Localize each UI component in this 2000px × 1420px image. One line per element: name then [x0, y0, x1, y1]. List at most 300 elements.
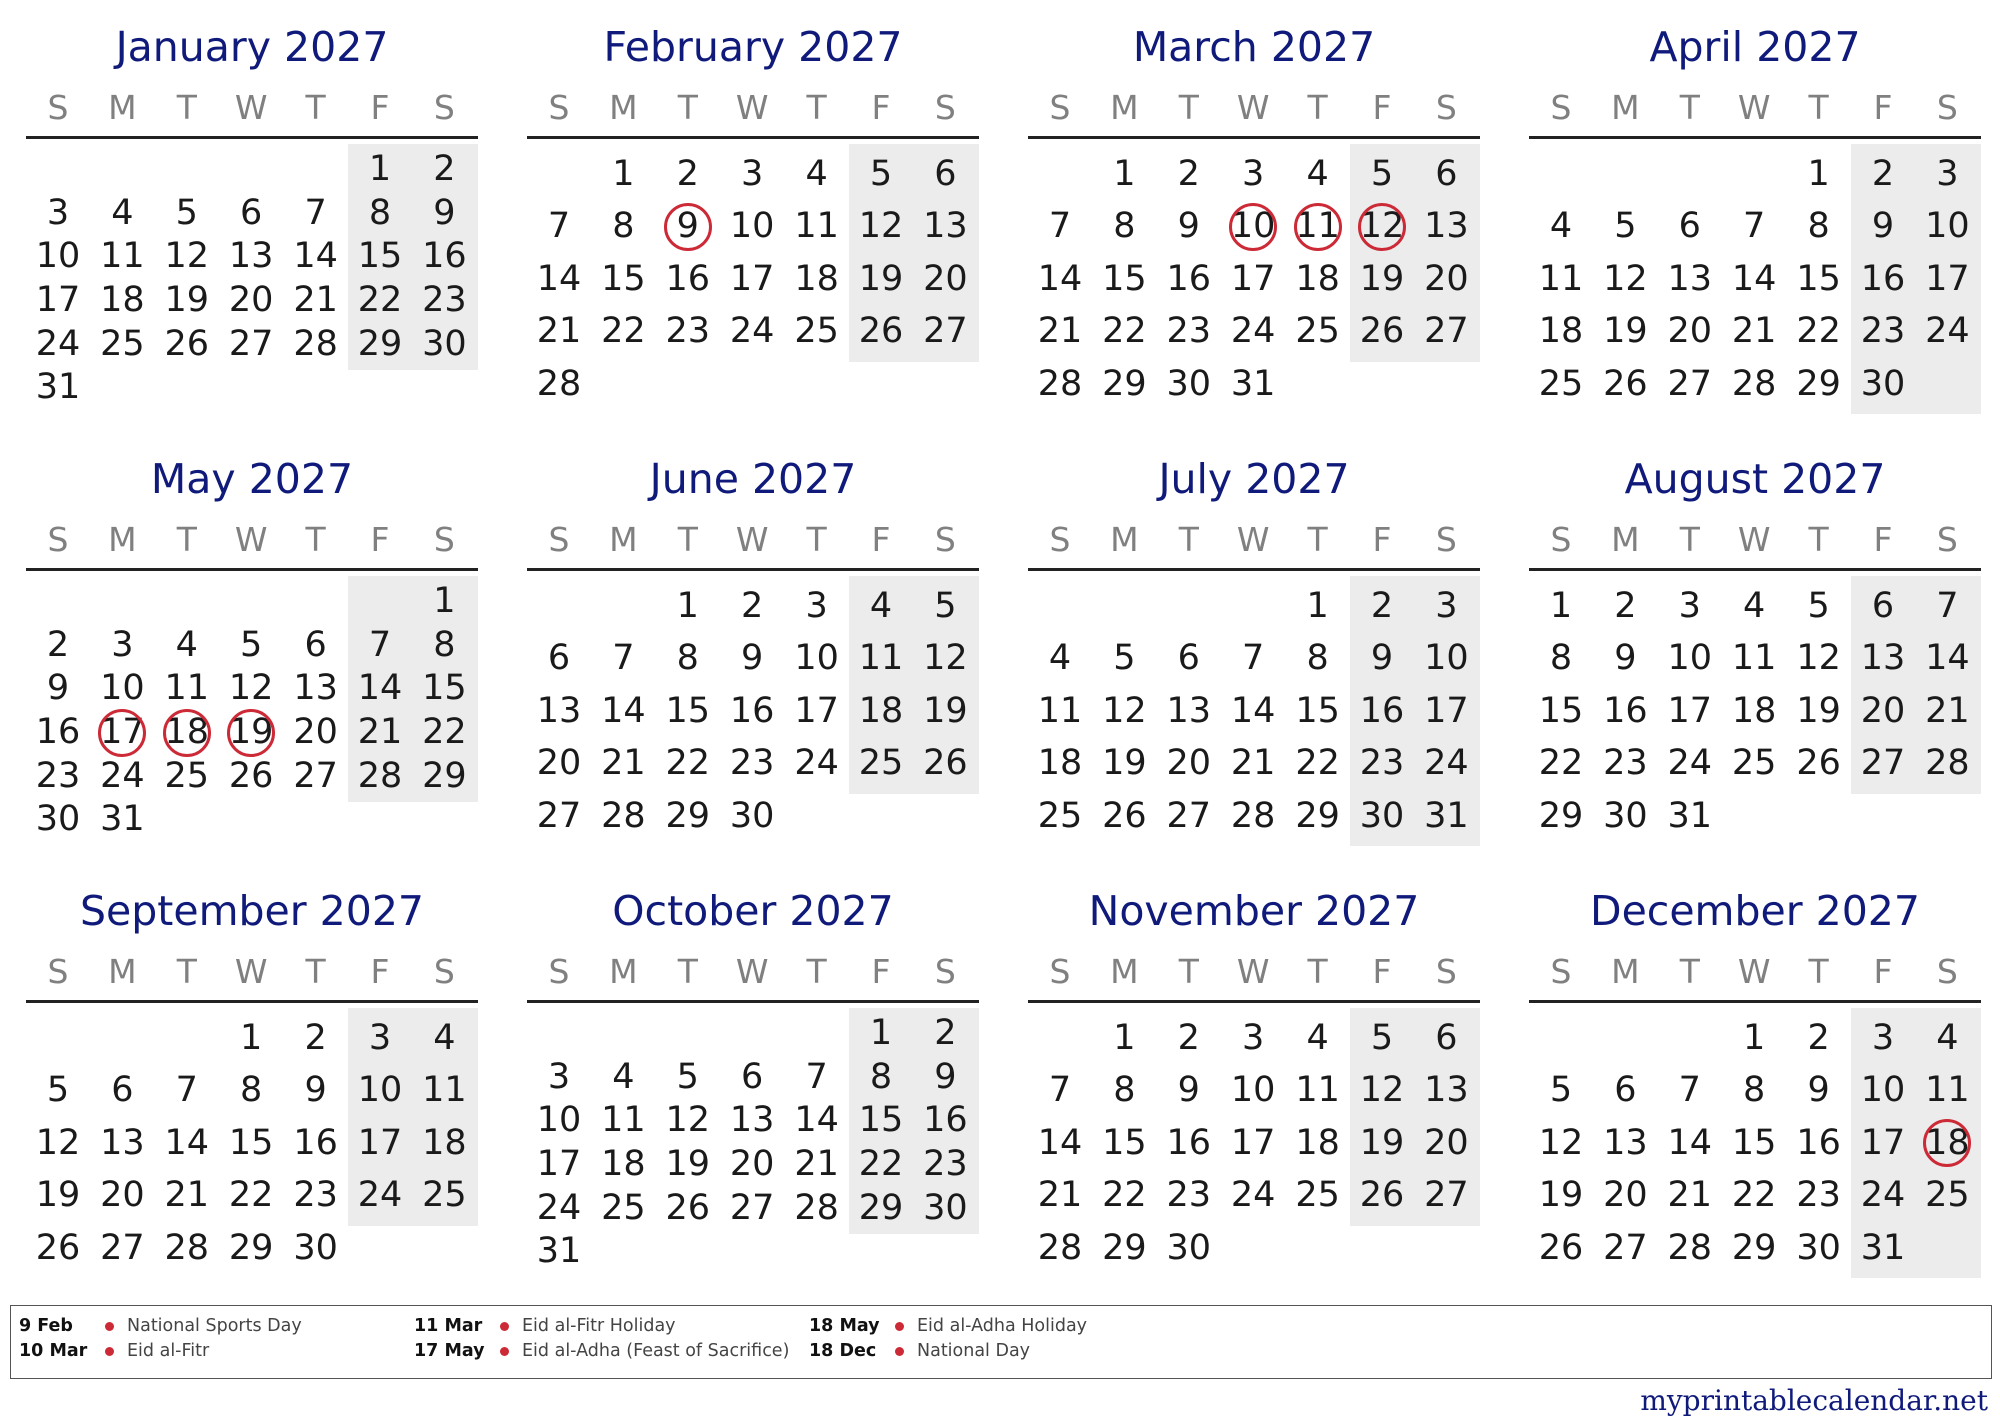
day-cell[interactable]: 15	[601, 258, 646, 299]
day-cell[interactable]: 28	[1037, 1227, 1083, 1268]
day-cell[interactable]: 14	[794, 1100, 839, 1141]
day-cell[interactable]: 23	[665, 311, 711, 352]
day-cell[interactable]: 31	[35, 367, 81, 408]
day-cell[interactable]: 10	[536, 1100, 582, 1141]
day-cell[interactable]: 26	[1603, 363, 1648, 404]
day-cell[interactable]: 12	[665, 1100, 711, 1141]
day-cell[interactable]: 2	[433, 149, 456, 189]
day-cell[interactable]: 11	[164, 668, 210, 709]
day-cell[interactable]: 12	[858, 206, 904, 247]
day-cell[interactable]: 5	[934, 586, 957, 626]
day-cell[interactable]: 25	[1538, 363, 1584, 404]
day-cell[interactable]: 23	[293, 1175, 338, 1216]
day-cell[interactable]: 24	[794, 743, 839, 784]
day-cell[interactable]: 26	[923, 743, 968, 784]
day-cell[interactable]: 10	[729, 206, 775, 247]
day-cell[interactable]: 19	[1102, 743, 1147, 784]
day-cell[interactable]: 20	[1860, 690, 1906, 731]
day-cell[interactable]: 27	[228, 323, 274, 364]
day-cell[interactable]: 15	[1731, 1122, 1777, 1163]
day-cell[interactable]: 5	[1614, 206, 1637, 247]
day-cell[interactable]: 6	[934, 154, 957, 194]
day-cell[interactable]: 1	[240, 1018, 263, 1058]
day-cell[interactable]: 9	[741, 638, 764, 679]
day-cell[interactable]: 18	[1037, 743, 1083, 784]
day-cell[interactable]: 3	[1871, 1018, 1895, 1058]
day-cell[interactable]: 22	[665, 743, 711, 784]
day-cell[interactable]: 28	[1037, 363, 1083, 404]
day-cell[interactable]: 9	[1871, 206, 1895, 247]
day-cell[interactable]: 7	[368, 624, 392, 665]
day-cell[interactable]: 24	[35, 323, 81, 364]
day-cell[interactable]: 1	[433, 581, 456, 621]
day-cell[interactable]: 1	[1807, 154, 1830, 194]
day-cell[interactable]: 30	[1796, 1227, 1841, 1268]
day-cell[interactable]: 13	[1424, 1070, 1469, 1111]
day-cell[interactable]: 19	[665, 1144, 711, 1184]
day-cell[interactable]: 13	[923, 206, 968, 247]
day-cell[interactable]: 11	[1538, 258, 1584, 299]
day-cell[interactable]: 16	[923, 1100, 968, 1141]
day-cell[interactable]: 2	[1370, 586, 1394, 626]
day-cell[interactable]: 24	[357, 1175, 403, 1216]
day-cell[interactable]: 19	[1603, 311, 1648, 352]
day-cell[interactable]: 15	[1538, 690, 1584, 731]
day-cell[interactable]: 11	[858, 638, 904, 679]
day-cell[interactable]: 17	[729, 258, 775, 299]
day-cell[interactable]: 16	[729, 690, 775, 731]
day-cell[interactable]: 6	[1435, 154, 1458, 194]
day-cell[interactable]: 26	[665, 1187, 711, 1228]
day-cell[interactable]: 11	[1731, 638, 1777, 679]
day-cell[interactable]: 7	[1678, 1070, 1701, 1111]
day-cell[interactable]: 5	[1370, 1018, 1394, 1058]
day-cell[interactable]: 17	[35, 280, 81, 320]
day-cell[interactable]: 14	[536, 258, 582, 299]
day-cell[interactable]: 2	[46, 624, 70, 665]
day-cell[interactable]: 14	[1230, 690, 1276, 731]
day-cell[interactable]: 28	[293, 323, 338, 364]
day-cell[interactable]: 19	[1359, 258, 1405, 299]
day-cell[interactable]: 31	[1860, 1227, 1906, 1268]
day-cell[interactable]: 29	[1295, 795, 1340, 836]
day-cell[interactable]: 20	[729, 1144, 775, 1184]
day-cell[interactable]: 21	[794, 1144, 839, 1184]
day-cell[interactable]: 11	[1037, 690, 1083, 731]
day-cell[interactable]: 4	[175, 624, 198, 665]
day-cell[interactable]: 19	[923, 690, 968, 731]
day-cell[interactable]: 25	[1295, 311, 1340, 352]
day-cell[interactable]: 17	[1860, 1122, 1906, 1163]
day-cell[interactable]: 15	[228, 1122, 274, 1163]
day-cell[interactable]: 23	[1166, 311, 1212, 352]
day-cell[interactable]: 16	[422, 236, 467, 277]
day-cell[interactable]: 27	[100, 1227, 145, 1268]
day-cell[interactable]: 22	[858, 1144, 904, 1184]
day-cell[interactable]: 14	[357, 668, 403, 709]
day-cell[interactable]: 30	[422, 323, 467, 364]
day-cell[interactable]: 28	[601, 795, 646, 836]
day-cell[interactable]: 9	[304, 1070, 327, 1111]
day-cell[interactable]: 19	[858, 258, 904, 299]
day-cell[interactable]: 24	[1230, 311, 1276, 352]
day-cell[interactable]: 29	[422, 755, 467, 796]
day-cell[interactable]: 29	[665, 795, 711, 836]
day-cell[interactable]: 2	[934, 1013, 957, 1053]
day-cell[interactable]: 7	[1048, 1070, 1072, 1111]
day-cell[interactable]: 7	[547, 206, 571, 247]
day-cell[interactable]: 20	[1166, 743, 1212, 784]
day-cell[interactable]: 25	[858, 743, 904, 784]
day-cell[interactable]: 4	[869, 586, 893, 626]
day-cell[interactable]: 26	[1796, 743, 1841, 784]
day-cell[interactable]: 8	[676, 638, 699, 679]
day-cell[interactable]: 12	[1603, 258, 1648, 299]
day-cell[interactable]: 31	[1424, 795, 1469, 836]
day-cell[interactable]: 16	[665, 258, 711, 299]
day-cell[interactable]: 17	[1667, 690, 1713, 731]
day-cell[interactable]: 22	[1102, 311, 1147, 352]
day-cell[interactable]: 25	[794, 311, 839, 352]
day-cell[interactable]: 30	[293, 1227, 338, 1268]
day-cell[interactable]: 10	[100, 668, 145, 709]
day-cell[interactable]: 21	[536, 311, 582, 352]
day-cell[interactable]: 20	[228, 280, 274, 320]
day-cell[interactable]: 22	[357, 280, 403, 320]
day-cell[interactable]: 30	[729, 795, 775, 836]
day-cell[interactable]: 28	[1667, 1227, 1713, 1268]
day-cell[interactable]: 29	[1102, 1227, 1147, 1268]
day-cell[interactable]: 18	[1295, 258, 1340, 299]
day-cell[interactable]: 23	[1860, 311, 1906, 352]
day-cell[interactable]: 19	[228, 712, 274, 752]
day-cell[interactable]: 4	[1306, 1018, 1329, 1058]
day-cell[interactable]: 13	[100, 1122, 145, 1163]
day-cell[interactable]: 24	[729, 311, 775, 352]
day-cell[interactable]: 7	[1743, 206, 1766, 247]
day-cell[interactable]: 20	[1424, 1122, 1469, 1163]
day-cell[interactable]: 10	[1667, 638, 1713, 679]
day-cell[interactable]: 16	[35, 712, 81, 752]
day-cell[interactable]: 15	[1102, 258, 1147, 299]
day-cell[interactable]: 1	[1306, 586, 1329, 626]
day-cell[interactable]: 5	[175, 192, 198, 233]
day-cell[interactable]: 3	[1242, 1018, 1265, 1058]
day-cell[interactable]: 7	[612, 638, 635, 679]
day-cell[interactable]: 28	[536, 363, 582, 404]
day-cell[interactable]: 23	[1166, 1175, 1212, 1216]
day-cell[interactable]: 19	[1359, 1122, 1405, 1163]
day-cell[interactable]: 8	[1113, 1070, 1136, 1111]
day-cell[interactable]: 18	[858, 690, 904, 731]
day-cell[interactable]: 9	[1177, 206, 1200, 247]
day-cell[interactable]: 4	[433, 1018, 456, 1058]
day-cell[interactable]: 29	[1538, 795, 1584, 836]
day-cell[interactable]: 22	[1295, 743, 1340, 784]
day-cell[interactable]: 9	[46, 668, 70, 709]
day-cell[interactable]: 27	[1424, 311, 1469, 352]
day-cell[interactable]: 25	[164, 755, 210, 796]
day-cell[interactable]: 26	[228, 755, 274, 796]
day-cell[interactable]: 23	[35, 755, 81, 796]
day-cell[interactable]: 22	[601, 311, 646, 352]
day-cell[interactable]: 5	[1549, 1070, 1573, 1111]
day-cell[interactable]: 5	[869, 154, 893, 194]
day-cell[interactable]: 30	[1860, 363, 1906, 404]
day-cell[interactable]: 7	[805, 1056, 828, 1097]
day-cell[interactable]: 22	[1796, 311, 1841, 352]
day-cell[interactable]: 6	[1177, 638, 1200, 679]
day-cell[interactable]: 30	[1359, 795, 1405, 836]
day-cell[interactable]: 17	[536, 1144, 582, 1184]
day-cell[interactable]: 5	[240, 624, 263, 665]
day-cell[interactable]: 17	[1424, 690, 1469, 731]
day-cell[interactable]: 26	[35, 1227, 81, 1268]
day-cell[interactable]: 24	[1925, 311, 1970, 352]
day-cell[interactable]: 15	[422, 668, 467, 709]
day-cell[interactable]: 15	[1796, 258, 1841, 299]
day-cell[interactable]: 3	[1242, 154, 1265, 194]
day-cell[interactable]: 7	[175, 1070, 198, 1111]
day-cell[interactable]: 6	[1435, 1018, 1458, 1058]
day-cell[interactable]: 8	[1306, 638, 1329, 679]
day-cell[interactable]: 26	[1102, 795, 1147, 836]
day-cell[interactable]: 4	[1936, 1018, 1959, 1058]
day-cell[interactable]: 5	[46, 1070, 70, 1111]
day-cell[interactable]: 13	[1860, 638, 1906, 679]
day-cell[interactable]: 27	[1603, 1227, 1648, 1268]
day-cell[interactable]: 20	[100, 1175, 145, 1216]
day-cell[interactable]: 27	[1860, 743, 1906, 784]
day-cell[interactable]: 11	[1295, 1070, 1340, 1111]
day-cell[interactable]: 6	[1614, 1070, 1637, 1111]
day-cell[interactable]: 23	[1359, 743, 1405, 784]
day-cell[interactable]: 25	[100, 323, 145, 364]
day-cell[interactable]: 10	[1925, 206, 1970, 247]
day-cell[interactable]: 28	[1925, 743, 1970, 784]
day-cell[interactable]: 2	[676, 154, 699, 194]
day-cell[interactable]: 20	[923, 258, 968, 299]
day-cell[interactable]: 3	[547, 1056, 571, 1097]
day-cell[interactable]: 17	[100, 712, 145, 752]
day-cell[interactable]: 14	[601, 690, 646, 731]
day-cell[interactable]: 3	[1936, 154, 1959, 194]
day-cell[interactable]: 4	[1306, 154, 1329, 194]
day-cell[interactable]: 26	[858, 311, 904, 352]
day-cell[interactable]: 9	[433, 192, 456, 233]
day-cell[interactable]: 3	[741, 154, 764, 194]
day-cell[interactable]: 12	[1796, 638, 1841, 679]
day-cell[interactable]: 24	[1860, 1175, 1906, 1216]
day-cell[interactable]: 22	[1538, 743, 1584, 784]
day-cell[interactable]: 24	[1667, 743, 1713, 784]
day-cell[interactable]: 1	[368, 149, 392, 189]
day-cell[interactable]: 1	[1113, 154, 1136, 194]
day-cell[interactable]: 29	[1102, 363, 1147, 404]
day-cell[interactable]: 8	[1807, 206, 1830, 247]
day-cell[interactable]: 10	[35, 236, 81, 277]
day-cell[interactable]: 8	[240, 1070, 263, 1111]
day-cell[interactable]: 15	[357, 236, 403, 277]
day-cell[interactable]: 22	[1102, 1175, 1147, 1216]
day-cell[interactable]: 16	[1166, 1122, 1212, 1163]
day-cell[interactable]: 2	[304, 1018, 327, 1058]
day-cell[interactable]: 8	[1743, 1070, 1766, 1111]
day-cell[interactable]: 25	[1925, 1175, 1970, 1216]
day-cell[interactable]: 3	[805, 586, 828, 626]
day-cell[interactable]: 28	[164, 1227, 210, 1268]
day-cell[interactable]: 8	[368, 192, 392, 233]
day-cell[interactable]: 11	[1295, 206, 1340, 247]
day-cell[interactable]: 1	[1549, 586, 1573, 626]
day-cell[interactable]: 17	[794, 690, 839, 731]
day-cell[interactable]: 9	[1370, 638, 1394, 679]
day-cell[interactable]: 1	[869, 1013, 893, 1053]
day-cell[interactable]: 21	[1667, 1175, 1713, 1216]
day-cell[interactable]: 15	[665, 690, 711, 731]
day-cell[interactable]: 9	[676, 206, 699, 247]
day-cell[interactable]: 10	[1860, 1070, 1906, 1111]
day-cell[interactable]: 20	[1603, 1175, 1648, 1216]
day-cell[interactable]: 18	[1295, 1122, 1340, 1163]
day-cell[interactable]: 21	[357, 712, 403, 752]
day-cell[interactable]: 27	[536, 795, 582, 836]
day-cell[interactable]: 11	[601, 1100, 646, 1141]
day-cell[interactable]: 22	[228, 1175, 274, 1216]
day-cell[interactable]: 31	[1230, 363, 1276, 404]
day-cell[interactable]: 3	[1678, 586, 1701, 626]
day-cell[interactable]: 27	[729, 1187, 775, 1228]
day-cell[interactable]: 12	[1102, 690, 1147, 731]
day-cell[interactable]: 13	[1424, 206, 1469, 247]
day-cell[interactable]: 21	[1230, 743, 1276, 784]
day-cell[interactable]: 12	[1359, 1070, 1405, 1111]
day-cell[interactable]: 7	[1242, 638, 1265, 679]
day-cell[interactable]: 2	[1177, 154, 1200, 194]
day-cell[interactable]: 2	[741, 586, 764, 626]
day-cell[interactable]: 5	[1807, 586, 1830, 626]
day-cell[interactable]: 14	[293, 236, 338, 277]
day-cell[interactable]: 18	[100, 280, 145, 320]
day-cell[interactable]: 19	[164, 280, 210, 320]
day-cell[interactable]: 16	[1603, 690, 1648, 731]
day-cell[interactable]: 14	[1667, 1122, 1713, 1163]
day-cell[interactable]: 2	[1614, 586, 1637, 626]
day-cell[interactable]: 13	[1603, 1122, 1648, 1163]
day-cell[interactable]: 18	[794, 258, 839, 299]
day-cell[interactable]: 2	[1807, 1018, 1830, 1058]
day-cell[interactable]: 31	[536, 1231, 582, 1272]
day-cell[interactable]: 12	[923, 638, 968, 679]
day-cell[interactable]: 19	[1538, 1175, 1584, 1216]
day-cell[interactable]: 14	[1037, 258, 1083, 299]
day-cell[interactable]: 9	[1614, 638, 1637, 679]
day-cell[interactable]: 4	[612, 1056, 635, 1097]
day-cell[interactable]: 3	[46, 192, 70, 233]
day-cell[interactable]: 18	[601, 1144, 646, 1184]
day-cell[interactable]: 13	[729, 1100, 775, 1141]
day-cell[interactable]: 25	[1731, 743, 1777, 784]
day-cell[interactable]: 29	[1796, 363, 1841, 404]
day-cell[interactable]: 1	[612, 154, 635, 194]
day-cell[interactable]: 26	[164, 323, 210, 364]
day-cell[interactable]: 13	[228, 236, 274, 277]
day-cell[interactable]: 12	[164, 236, 210, 277]
day-cell[interactable]: 10	[1230, 206, 1276, 247]
day-cell[interactable]: 1	[676, 586, 699, 626]
day-cell[interactable]: 4	[1549, 206, 1573, 247]
day-cell[interactable]: 26	[1359, 1175, 1405, 1216]
day-cell[interactable]: 21	[1037, 1175, 1083, 1216]
day-cell[interactable]: 16	[1359, 690, 1405, 731]
day-cell[interactable]: 3	[111, 624, 134, 665]
day-cell[interactable]: 15	[1295, 690, 1340, 731]
day-cell[interactable]: 12	[1538, 1122, 1584, 1163]
day-cell[interactable]: 28	[1230, 795, 1276, 836]
day-cell[interactable]: 9	[1177, 1070, 1200, 1111]
day-cell[interactable]: 4	[111, 192, 134, 233]
day-cell[interactable]: 13	[293, 668, 338, 709]
day-cell[interactable]: 14	[1731, 258, 1777, 299]
day-cell[interactable]: 20	[1424, 258, 1469, 299]
day-cell[interactable]: 5	[1113, 638, 1136, 679]
day-cell[interactable]: 30	[35, 799, 81, 840]
day-cell[interactable]: 16	[293, 1122, 338, 1163]
day-cell[interactable]: 18	[1731, 690, 1777, 731]
day-cell[interactable]: 25	[1295, 1175, 1340, 1216]
day-cell[interactable]: 15	[1102, 1122, 1147, 1163]
day-cell[interactable]: 24	[536, 1187, 582, 1228]
day-cell[interactable]: 18	[1925, 1122, 1970, 1163]
day-cell[interactable]: 16	[1166, 258, 1212, 299]
day-cell[interactable]: 6	[741, 1056, 764, 1097]
day-cell[interactable]: 8	[433, 624, 456, 665]
day-cell[interactable]: 23	[923, 1144, 968, 1184]
day-cell[interactable]: 19	[1796, 690, 1841, 731]
day-cell[interactable]: 22	[1731, 1175, 1777, 1216]
day-cell[interactable]: 15	[858, 1100, 904, 1141]
day-cell[interactable]: 21	[1037, 311, 1083, 352]
day-cell[interactable]: 10	[1424, 638, 1469, 679]
day-cell[interactable]: 8	[1113, 206, 1136, 247]
day-cell[interactable]: 31	[1667, 795, 1713, 836]
day-cell[interactable]: 6	[1678, 206, 1701, 247]
day-cell[interactable]: 10	[357, 1070, 403, 1111]
day-cell[interactable]: 6	[1871, 586, 1895, 626]
day-cell[interactable]: 12	[1359, 206, 1405, 247]
day-cell[interactable]: 24	[100, 755, 145, 796]
day-cell[interactable]: 6	[240, 192, 263, 233]
day-cell[interactable]: 27	[1424, 1175, 1469, 1216]
day-cell[interactable]: 23	[422, 280, 467, 320]
day-cell[interactable]: 14	[1037, 1122, 1083, 1163]
day-cell[interactable]: 2	[1871, 154, 1895, 194]
day-cell[interactable]: 7	[1048, 206, 1072, 247]
day-cell[interactable]: 30	[923, 1187, 968, 1228]
day-cell[interactable]: 3	[1435, 586, 1458, 626]
day-cell[interactable]: 6	[547, 638, 571, 679]
day-cell[interactable]: 21	[293, 280, 338, 320]
day-cell[interactable]: 6	[304, 624, 327, 665]
day-cell[interactable]: 1	[1743, 1018, 1766, 1058]
day-cell[interactable]: 11	[422, 1070, 467, 1111]
day-cell[interactable]: 24	[1230, 1175, 1276, 1216]
day-cell[interactable]: 7	[1936, 586, 1959, 626]
day-cell[interactable]: 25	[601, 1187, 646, 1228]
day-cell[interactable]: 29	[228, 1227, 274, 1268]
day-cell[interactable]: 8	[1549, 638, 1573, 679]
day-cell[interactable]: 27	[1166, 795, 1212, 836]
